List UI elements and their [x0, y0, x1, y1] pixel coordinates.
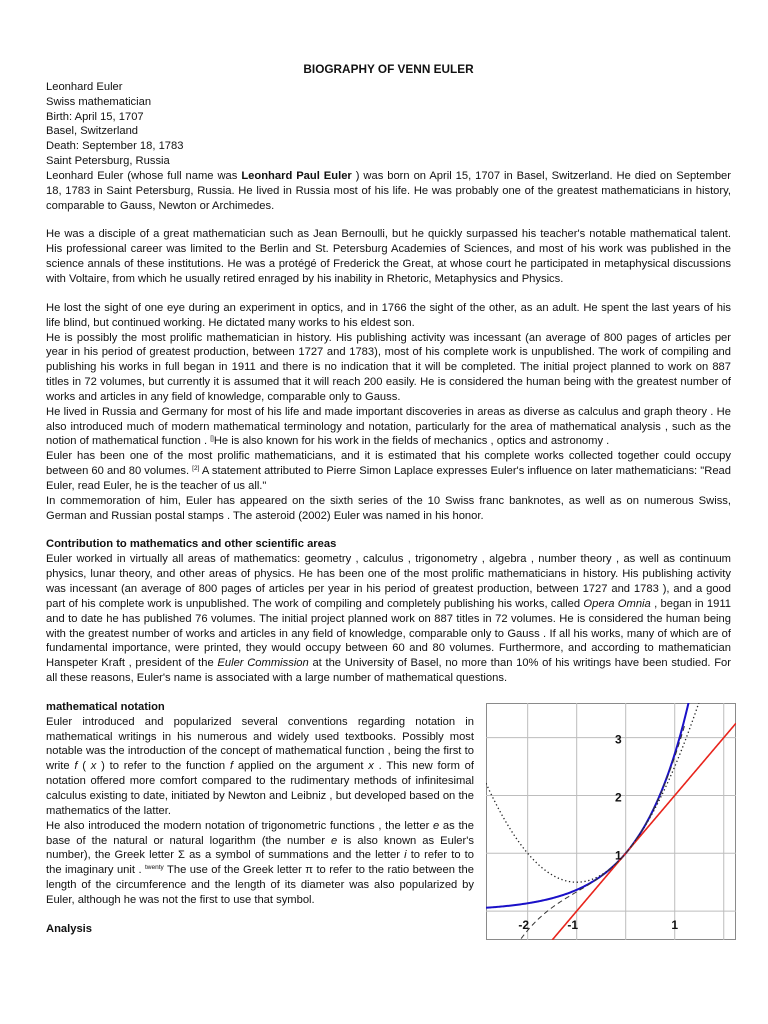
italic-i: i — [404, 849, 407, 862]
notation-p2-f: The use of the Greek letter π to refer to the ratio between the length of the circumference and the length of its diameter was also popularized by Euler, although he was not the first to use that symbol. — [46, 864, 474, 906]
y-tick-label: 1 — [615, 848, 622, 863]
intro-p6-text-a: Euler has been one of the most prolific mathematicians, and it is estimated that his complete works collected together could occupy between 60 and 80 volumes. — [46, 450, 731, 478]
info-name: Leonhard Euler — [46, 80, 123, 93]
analysis-heading: Analysis — [46, 922, 93, 935]
italic-e: e — [433, 819, 440, 832]
x-tick-label: -2 — [518, 918, 530, 933]
intro-p5-text-a: He lived in Russia and Germany for most of his life and made important discoveries in areas as diverse as calculus and graph theory . He also introduced much of modern mathematical terminology and notation, particularly for the area of mathematical analysis , such as the notion of mathematical function . — [46, 405, 731, 448]
info-death-place: Saint Petersburg, Russia — [46, 155, 170, 168]
document-title: BIOGRAPHY OF VENN EULER — [303, 62, 474, 76]
notation-heading: mathematical notation — [46, 700, 165, 713]
notation-p1-a: Euler introduced and popularized several conventions regarding notation in mathematical writings in his numerous and widely used textbooks. Possibly most notable was the introduction of the concept of mathematical function , being the first to write — [46, 715, 474, 773]
notation-p2-a: He also introduced the modern notation of trigonometric functions , the letter — [46, 819, 433, 832]
italic-x: x — [368, 760, 374, 773]
intro-paragraph-6 — [46, 449, 731, 494]
contrib-text-b: , began in 1911 and to date he has published 76 volumes. The initial project planned work on 887 titles in 72 volumes. He is considered the human being with the greatest number of works and articles in any field of knowledge, comparable only to Gauss . If all his works, many of which are of fundamental importance, were printed, they would occupy between 60 and 80 volumes. Furthermore, and according to mathematician Hanspeter Kraft , president of the — [46, 597, 731, 670]
intro-paragraph-2: He was a disciple of a great mathematician such as Jean Bernoulli, but he quickly surpassed his teacher's notable mathematical talent. His professional career was limited to the Berlin and St. Petersburg Academies of Sciences, and most of his work was published in the science annals of these institutions. He was a protégé of Frederick the Great, at whose court he participated in metaphysical discussions with Voltaire, from which he usually retired enraged by his inability in Rhetoric, Metaphysics and Physics. — [46, 228, 731, 285]
info-birth: Birth: April 15, 1707 — [46, 110, 144, 123]
full-name-bold: Leonhard Paul Euler — [241, 169, 352, 182]
x-tick-label: 1 — [671, 918, 679, 933]
contribution-paragraph — [46, 552, 731, 686]
italic-x: x — [90, 760, 97, 773]
italic-f: f — [74, 760, 78, 773]
notation-p1-c: ) to refer to the function — [96, 760, 230, 773]
citation-superscript: [] — [210, 435, 214, 443]
citation-superscript: [2] — [192, 465, 200, 473]
contribution-heading: Contribution to mathematics and other scientific areas — [46, 538, 337, 551]
notation-p1-b: ( — [77, 760, 91, 773]
intro-paragraph-3: He lost the sight of one eye during an experiment in optics, and in 1766 the sight of the other, as an adult. He spent the last years of his life blind, but continued working. He dictated many works to his eldest son. — [46, 301, 731, 329]
intro-paragraph-1 — [46, 169, 731, 214]
intro-paragraph-5 — [46, 405, 731, 450]
notation-p2-c: is also known as Euler's number), the Greek letter Σ as a symbol of summations and the letter — [46, 834, 474, 862]
info-death: Death: September 18, 1783 — [46, 140, 184, 153]
intro-paragraph-7: In commemoration of him, Euler has appeared on the sixth series of the 10 Swiss franc banknotes, as well as on numerous Swiss, German and Russian postal stamps . The asteroid (2002) Euler was named in his honor. — [46, 494, 731, 522]
x-tick-label: -1 — [567, 918, 579, 933]
italic-f: f — [229, 760, 234, 773]
notation-p1-e: . This new form of notation offered more comfort compared to the rudimentary methods of infinitesimal calculus existing to date, initiated by Newton and Leibniz , but developed based on the mathematics of the latter. — [46, 760, 474, 817]
intro-paragraph-4: He is possibly the most prolific mathematician in history. His publishing activity was incessant (an average of 800 pages of articles per year in his period of greatest production, between 1727 and 1783), most of his complete work is unpublished. The work of compiling and publishing his works in full began in 1911 and there is no indication that it will be completed. The initial project planned to work on 887 titles in 72 volumes, but currently it is assumed that it will reach 200 easily. He is considered the human being with the greatest number of works and articles in any field of knowledge, comparable only to Gauss. — [46, 331, 731, 403]
y-tick-label: 3 — [615, 732, 622, 747]
info-occupation: Swiss mathematician — [46, 95, 152, 108]
info-birth-place: Basel, Switzerland — [46, 125, 139, 138]
notation-paragraph-1 — [46, 715, 474, 819]
citation-superscript: twenty — [145, 864, 164, 872]
y-tick-label: 2 — [615, 790, 622, 805]
italic-e: e — [331, 834, 338, 847]
intro-p5-text-b: He is also known for his work in the fields of mechanics , optics and astronomy . — [213, 435, 610, 448]
contrib-text-c: at the University of Basel, no more than 10% of his writings have been studied. For all these reasons, Euler's name is associated with a large number of mathematical questions. — [46, 657, 731, 685]
notation-section — [46, 700, 474, 937]
euler-commission-italic: Euler Commission — [217, 657, 309, 670]
opera-omnia-italic: Opera Omnia — [583, 597, 651, 610]
notation-p2-b: as the base of the natural or natural logarithm (the number — [46, 819, 474, 847]
notation-p1-d: applied on the argument — [233, 760, 369, 773]
notation-paragraph-2 — [46, 819, 474, 908]
notation-p2-d: to refer to to the imaginary unit . — [46, 849, 474, 877]
contrib-text-a: Euler worked in virtually all areas of mathematics: geometry , calculus , trigonometry , algebra , number theory , as well as continuum physics, lunar theory, and other areas of physics. He has been one of the most prolific mathematicians in history. His publishing activity was incessant (an average of 800 pages of articles per year in his period of greatest production, between 1727 and 1783 ), and a good part of his complete work is unpublished. The work of compiling and completely publishing his works, called — [46, 553, 731, 610]
intro-p6-text-b: A statement attributed to Pierre Simon Laplace expresses Euler's influence on later mathematicians: "Read Euler, read Euler, he is the teacher of us all." — [46, 465, 731, 492]
intro-p1-text-a: Leonhard Euler (whose full name was — [46, 169, 242, 182]
intro-p1-text-b: ) was born on April 15, 1707 in Basel, Switzerland. He died on September 18, 1783 in Saint Petersburg, Russia. He lived in Russia most of his life. He was probably one of the greatest mathematicians in history, comparable to Gauss, Newton or Archimedes. — [46, 169, 731, 212]
exponential-taylor-chart — [486, 703, 736, 940]
